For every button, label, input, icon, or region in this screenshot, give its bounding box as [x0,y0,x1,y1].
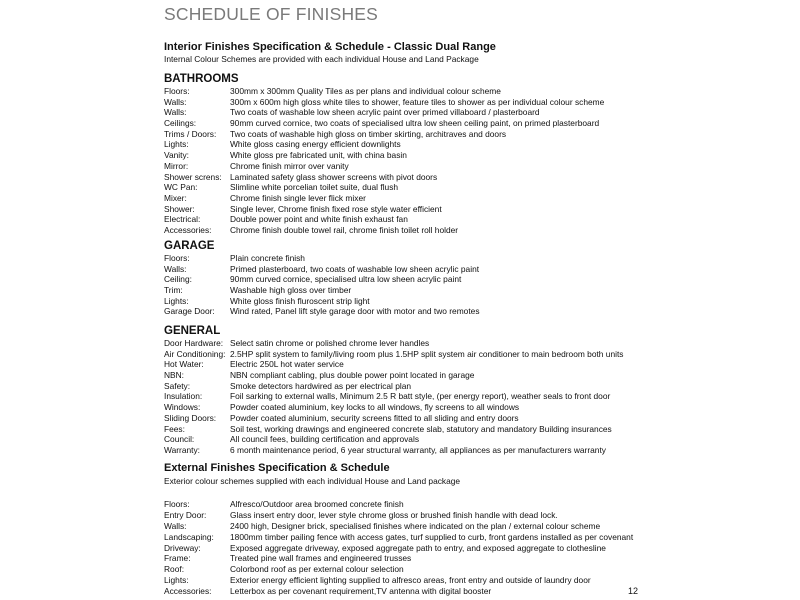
spec-row [164,225,664,236]
spec-row [164,338,664,349]
spec-value: 2.5HP split system to family/living room plus 1.5HP split system air conditioner to main bedroom both units [230,348,624,359]
spec-label: NBN: [164,370,185,381]
spec-label: Accessories: [164,224,212,235]
spec-label: Floors: [164,499,190,509]
spec-value: 90mm curved cornice, specialised ultra low sheen acrylic paint [230,274,462,285]
spec-value: Washable high gloss over timber [230,285,352,296]
spec-row [164,182,664,193]
spec-row [164,349,664,360]
spec-value: Alfresco/Outdoor area broomed concrete finish [230,499,404,509]
spec-row [164,424,664,435]
spec-value: White gloss finish fluroscent strip light [230,295,370,306]
spec-row [164,445,664,456]
spec-value: Plain concrete finish [230,253,305,263]
spec-value: Wind rated, Panel lift style garage door with motor and two remotes [230,306,480,317]
spec-value: Two coats of washable high gloss on timber skirting, architraves and doors [230,128,507,139]
spec-row [164,434,664,445]
spec-value: Primed plasterboard, two coats of washable low sheen acrylic paint [230,263,480,274]
spec-row [164,296,664,307]
spec-row [164,107,664,118]
spec-label: Ceiling: [164,274,192,285]
spec-row [164,285,664,296]
spec-row [164,172,664,183]
spec-value: Chrome finish mirror over vanity [230,160,349,171]
spec-row [164,575,664,586]
page-number: 12 [628,586,639,596]
spec-row [164,381,664,392]
spec-label: Vanity: [164,150,189,161]
spec-value: Foil sarking to external walls, Minimum 2.5 R batt style, (per energy report), weather seals to front door [230,391,611,402]
spec-value: Letterbox as per covenant requirement,TV antenna with digital booster [230,586,492,597]
spec-label: Door Hardware: [164,338,224,348]
spec-row [164,413,664,424]
spec-value: NBN compliant cabling, plus double power point located in garage [230,370,475,381]
spec-label: Trim: [164,285,183,296]
spec-value: Treated pine wall frames and engineered trusses [230,553,412,564]
spec-row [164,214,664,225]
spec-label: Floors: [164,86,190,96]
spec-value: Single lever, Chrome finish fixed rose style water efficient [230,203,442,214]
spec-label: Lights: [164,575,189,586]
spec-row [164,359,664,370]
spec-label: Insulation: [164,391,203,402]
spec-label: Floors: [164,253,190,263]
spec-label: Shower screns: [164,171,222,182]
spec-value: 6 month maintenance period, 6 year structural warranty, all appliances as per manufacturers warranty [230,444,606,455]
spec-row [164,150,664,161]
spec-row [164,118,664,129]
spec-value: All council fees, building certification and approvals [230,434,420,445]
spec-label: Mixer: [164,192,187,203]
spec-label: WC Pan: [164,182,198,193]
spec-label: Garage Door: [164,306,215,317]
exterior-subheading: Exterior colour schemes supplied with each individual House and Land package [164,476,461,486]
spec-row [164,86,664,97]
spec-value: Laminated safety glass shower screens with pivot doors [230,171,438,182]
spec-row [164,564,664,575]
spec-label: Council: [164,434,195,445]
spec-row [164,499,664,510]
garage-table [164,253,664,317]
spec-label: Mirror: [164,160,189,171]
spec-value: Chrome finish double towel rail, chrome finish toilet roll holder [230,224,459,235]
spec-value: Powder coated aluminium, security screens fitted to all sliding and entry doors [230,412,519,423]
spec-value: 1800mm timber pailing fence with access gates, turf supplied to curb, front gardens installed as per covenant [230,531,634,542]
spec-label: Driveway: [164,542,201,553]
interior-heading: Interior Finishes Specification & Schedule - Classic Dual Range [164,41,496,53]
spec-label: Windows: [164,402,201,413]
spec-row [164,391,664,402]
interior-subheading: Internal Colour Schemes are provided with each individual House and Land Package [164,54,479,64]
spec-row [164,193,664,204]
spec-value: 2400 high, Designer brick, specialised finishes where indicated on the plan / external colour scheme [230,520,601,531]
spec-row [164,97,664,108]
garage-heading: GARAGE [164,240,215,252]
spec-label: Walls: [164,96,187,107]
spec-value: White gloss pre fabricated unit, with china basin [230,150,407,161]
spec-value: Colorbond roof as per external colour selection [230,564,404,575]
spec-row [164,553,664,564]
spec-label: Walls: [164,263,187,274]
spec-label: Hot Water: [164,359,204,370]
spec-label: Walls: [164,107,187,118]
spec-label: Fees: [164,423,185,434]
spec-row [164,532,664,543]
spec-label: Walls: [164,520,187,531]
spec-row [164,306,664,317]
spec-label: Warranty: [164,444,200,455]
spec-value: Double power point and white finish exhaust fan [230,214,408,225]
exterior-table [164,499,664,597]
spec-label: Landscaping: [164,531,214,542]
spec-label: Electrical: [164,214,201,225]
general-table [164,338,664,456]
spec-row [164,253,664,264]
spec-value: Smoke detectors hardwired as per electrical plan [230,380,412,391]
spec-value: Exterior energy efficient lighting supplied to alfresco areas, front entry and outside of laundry door [230,575,591,586]
spec-row [164,274,664,285]
spec-value: Powder coated aluminium, key locks to all windows, fly screens to all windows [230,402,520,413]
spec-label: Shower: [164,203,195,214]
spec-label: Entry Door: [164,509,207,520]
spec-value: Glass insert entry door, lever style chrome gloss or brushed finish handle with dead lock. [230,509,558,520]
spec-label: Ceilings: [164,118,197,129]
spec-row [164,543,664,554]
spec-row [164,586,664,597]
spec-value: Exposed aggregate driveway, exposed aggregate path to entry, and exposed aggregate to clothesline [230,542,606,553]
spec-row [164,204,664,215]
spec-value: 300m x 600m high gloss white tiles to shower, feature tiles to shower as per individual colour scheme [230,96,605,107]
spec-row [164,521,664,532]
spec-value: Chrome finish single lever flick mixer [230,192,366,203]
spec-label: Frame: [164,553,191,564]
spec-label: Trims / Doors: [164,128,217,139]
bathrooms-heading: BATHROOMS [164,73,239,85]
spec-row [164,402,664,413]
general-heading: GENERAL [164,325,221,337]
spec-label: Air Conditioning: [164,348,226,359]
spec-row [164,370,664,381]
spec-row [164,139,664,150]
page-title: SCHEDULE OF FINISHES [164,4,379,24]
spec-label: Safety: [164,380,191,391]
spec-label: Sliding Doors: [164,412,217,423]
bathrooms-table [164,86,664,236]
spec-value: 90mm curved cornice, two coats of specialised ultra low sheen ceiling paint, on primed plasterboard [230,118,600,129]
spec-label: Accessories: [164,586,212,597]
spec-row [164,129,664,140]
spec-label: Lights: [164,295,189,306]
spec-row [164,161,664,172]
spec-row [164,264,664,275]
spec-label: Lights: [164,139,189,150]
spec-value: White gloss casing energy efficient downlights [230,139,401,150]
spec-value: 300mm x 300mm Quality Tiles as per plans and individual colour scheme [230,86,501,96]
spec-value: Two coats of washable low sheen acrylic paint over primed villaboard / plasterboard [230,107,540,118]
spec-value: Soil test, working drawings and engineered concrete slab, statutory and mandatory Building insurances [230,423,612,434]
spec-value: Electric 250L hot water service [230,359,344,370]
exterior-heading: External Finishes Specification & Schedule [164,462,390,474]
spec-label: Roof: [164,564,185,575]
spec-value: Slimline white porcelian toilet suite, dual flush [230,182,399,193]
spec-value: Select satin chrome or polished chrome lever handles [230,338,430,348]
spec-row [164,510,664,521]
